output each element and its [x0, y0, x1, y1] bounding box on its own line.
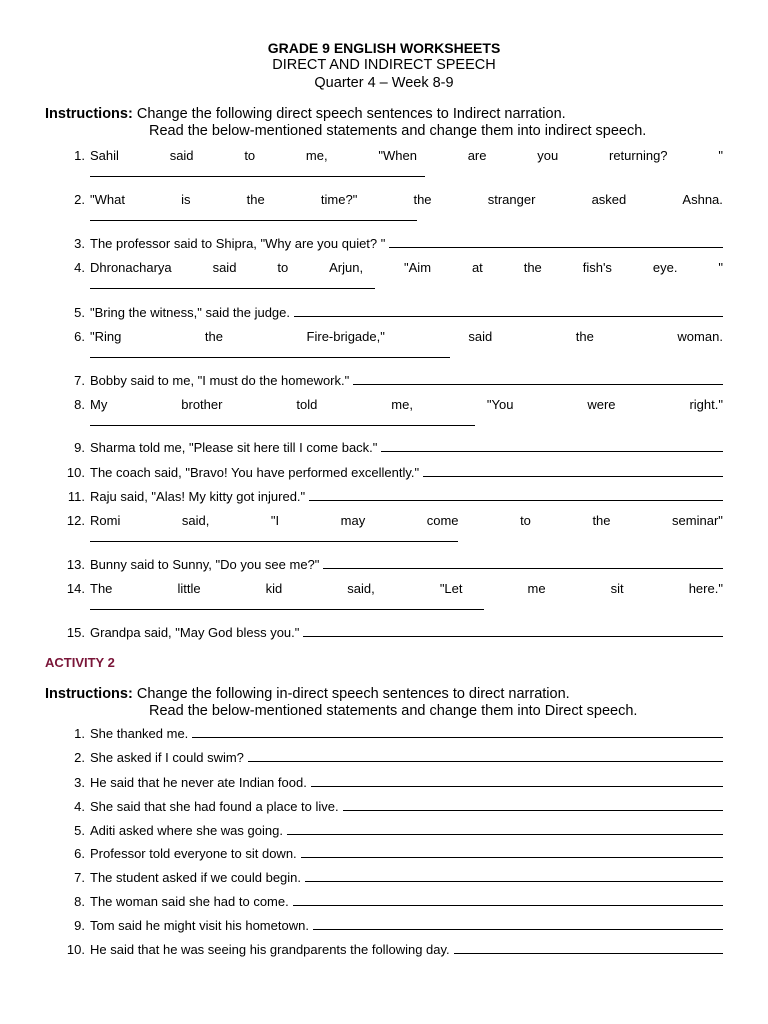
item-sentence: He said that he never ate Indian food.: [90, 775, 307, 790]
item-sentence: [90, 192, 723, 208]
answer-blank[interactable]: [343, 799, 723, 811]
sentence-word: returning?: [609, 148, 668, 163]
sentence-word: you: [537, 148, 559, 163]
item-sentence: Aditi asked where she was going.: [90, 823, 283, 838]
sentence-word: the: [246, 192, 265, 207]
answer-blank[interactable]: [311, 775, 723, 787]
sentence-word: woman.: [677, 329, 723, 344]
instructions-label: Instructions:: [45, 106, 133, 122]
item-sentence: Sharma told me, "Please sit here till I come back.": [90, 440, 378, 455]
sentence-word: fish's: [582, 260, 612, 275]
item-number: 5.: [74, 823, 85, 838]
item-sentence: The professor said to Shipra, "Why are you quiet? ": [90, 236, 386, 251]
sentence-word: "Aim: [404, 260, 432, 275]
item-sentence: Tom said he might visit his hometown.: [90, 918, 309, 933]
item-sentence: Grandpa said, "May God bless you.": [90, 625, 300, 640]
item-number: 13.: [66, 557, 85, 572]
sentence-word: sit: [610, 581, 624, 596]
sentence-word: said: [468, 329, 493, 344]
instructions-label: Instructions:: [45, 686, 133, 702]
sentence-word: me: [527, 581, 546, 596]
item-number: 12.: [66, 513, 85, 528]
item-number: 1.: [74, 726, 85, 741]
sentence-word: Dhronacharya: [90, 260, 172, 275]
sentence-word: may: [340, 513, 366, 528]
item-number: 7.: [74, 870, 85, 885]
item-number: 3.: [74, 236, 85, 251]
item-number: 9.: [74, 918, 85, 933]
item-number: 4.: [74, 799, 85, 814]
sentence-word: "I: [270, 513, 280, 528]
sentence-word: "Let: [439, 581, 463, 596]
answer-blank[interactable]: [90, 357, 450, 358]
sentence-word: the: [523, 260, 542, 275]
item-sentence: [90, 148, 723, 164]
answer-blank[interactable]: [303, 625, 723, 637]
item-number: 10.: [66, 942, 85, 957]
sentence-word: My: [90, 397, 108, 412]
worksheet-title: GRADE 9 ENGLISH WORKSHEETS: [267, 40, 501, 56]
sentence-word: were: [587, 397, 616, 412]
sentence-word: the: [592, 513, 611, 528]
answer-blank[interactable]: [454, 942, 723, 954]
sentence-word: to: [244, 148, 256, 163]
sentence-word: said: [212, 260, 237, 275]
item-sentence: Bunny said to Sunny, "Do you see me?": [90, 557, 320, 572]
item-sentence: The student asked if we could begin.: [90, 870, 302, 885]
sentence-word: said,: [347, 581, 375, 596]
sentence-word: me,: [391, 397, 413, 412]
sentence-word: here.": [688, 581, 723, 596]
item-sentence: Professor told everyone to sit down.: [90, 846, 297, 861]
sentence-word: said,: [181, 513, 210, 528]
answer-blank[interactable]: [90, 220, 417, 221]
activity1-instructions: [45, 106, 647, 139]
sentence-word: Fire-brigade,": [306, 329, 385, 344]
worksheet-period: Quarter 4 – Week 8-9: [314, 75, 454, 91]
sentence-word: Romi: [90, 513, 121, 528]
sentence-word: come: [426, 513, 459, 528]
item-sentence: She thanked me.: [90, 726, 189, 741]
item-number: 9.: [74, 440, 85, 455]
sentence-word: Sahil: [90, 148, 119, 163]
instructions-line-1: Change the following direct speech sentences to Indirect narration.: [136, 106, 566, 122]
answer-blank[interactable]: [323, 557, 723, 569]
item-number: 2.: [74, 750, 85, 765]
activity2-instructions: [45, 686, 638, 719]
sentence-word: brother: [181, 397, 223, 412]
sentence-word: ": [718, 260, 723, 275]
item-number: 6.: [74, 329, 85, 344]
answer-blank[interactable]: [90, 541, 458, 542]
answer-blank[interactable]: [313, 918, 723, 930]
sentence-word: at: [471, 260, 483, 275]
item-sentence: Bobby said to me, "I must do the homework.": [90, 373, 350, 388]
item-sentence: He said that he was seeing his grandparents the following day.: [90, 942, 450, 957]
sentence-word: little: [177, 581, 201, 596]
answer-blank[interactable]: [192, 726, 723, 738]
sentence-word: to: [277, 260, 289, 275]
item-sentence: Raju said, "Alas! My kitty got injured.": [90, 489, 306, 504]
item-sentence: She asked if I could swim?: [90, 750, 244, 765]
item-number: 4.: [74, 260, 85, 275]
item-number: 7.: [74, 373, 85, 388]
sentence-word: are: [467, 148, 487, 163]
item-sentence: "Bring the witness," said the judge.: [90, 305, 291, 320]
item-sentence: She said that she had found a place to live.: [90, 799, 339, 814]
sentence-word: "You: [486, 397, 514, 412]
answer-blank[interactable]: [353, 373, 723, 385]
item-sentence: [90, 260, 723, 276]
answer-blank[interactable]: [305, 870, 723, 882]
sentence-word: said: [169, 148, 194, 163]
item-sentence: The woman said she had to come.: [90, 894, 289, 909]
sentence-word: "Ring: [90, 329, 122, 344]
sentence-word: is: [181, 192, 191, 207]
sentence-word: told: [296, 397, 318, 412]
answer-blank[interactable]: [248, 750, 723, 762]
item-number: 2.: [74, 192, 85, 207]
item-number: 10.: [66, 465, 85, 480]
sentence-word: me,: [305, 148, 328, 163]
sentence-word: seminar": [672, 513, 723, 528]
item-number: 3.: [74, 775, 85, 790]
item-number: 14.: [66, 581, 85, 596]
instructions-line-2: Read the below-mentioned statements and change them into indirect speech.: [149, 123, 647, 139]
item-number: 8.: [74, 894, 85, 909]
item-sentence: [90, 513, 723, 529]
item-number: 15.: [66, 625, 85, 640]
sentence-word: to: [520, 513, 531, 528]
item-number: 11.: [67, 489, 85, 504]
item-number: 8.: [74, 397, 85, 412]
answer-blank[interactable]: [381, 440, 723, 452]
sentence-word: stranger: [487, 192, 536, 207]
sentence-word: The: [90, 581, 113, 596]
answer-blank[interactable]: [293, 894, 723, 906]
sentence-word: eye.: [652, 260, 678, 275]
worksheet-subtitle: DIRECT AND INDIRECT SPEECH: [272, 57, 496, 73]
sentence-word: the: [575, 329, 594, 344]
activity-2-heading: ACTIVITY 2: [45, 655, 115, 670]
answer-blank[interactable]: [90, 425, 475, 426]
answer-blank[interactable]: [301, 846, 723, 858]
answer-blank[interactable]: [90, 609, 484, 610]
item-number: 5.: [74, 305, 85, 320]
instructions-line-1: Change the following in-direct speech sentences to direct narration.: [136, 686, 570, 702]
sentence-word: "When: [378, 148, 417, 163]
sentence-word: time?": [320, 192, 358, 207]
item-sentence: [90, 329, 723, 345]
sentence-word: ": [718, 148, 723, 163]
sentence-word: "What: [90, 192, 125, 207]
answer-blank[interactable]: [90, 176, 425, 177]
item-sentence: The coach said, "Bravo! You have performed excellently.": [90, 465, 420, 480]
sentence-word: asked: [591, 192, 627, 207]
instructions-line-2: Read the below-mentioned statements and change them into Direct speech.: [149, 703, 638, 719]
sentence-word: kid: [265, 581, 283, 596]
answer-blank[interactable]: [389, 236, 723, 248]
answer-blank[interactable]: [423, 465, 723, 477]
sentence-word: right.": [689, 397, 723, 412]
item-sentence: [90, 397, 723, 413]
answer-blank[interactable]: [309, 489, 723, 501]
sentence-word: Arjun,: [329, 260, 364, 275]
sentence-word: the: [204, 329, 223, 344]
answer-blank[interactable]: [287, 823, 723, 835]
item-number: 1.: [74, 148, 85, 163]
answer-blank[interactable]: [90, 288, 375, 289]
answer-blank[interactable]: [294, 305, 723, 317]
item-number: 6.: [74, 846, 85, 861]
sentence-word: Ashna.: [682, 192, 723, 207]
item-sentence: [90, 581, 723, 597]
sentence-word: the: [413, 192, 432, 207]
